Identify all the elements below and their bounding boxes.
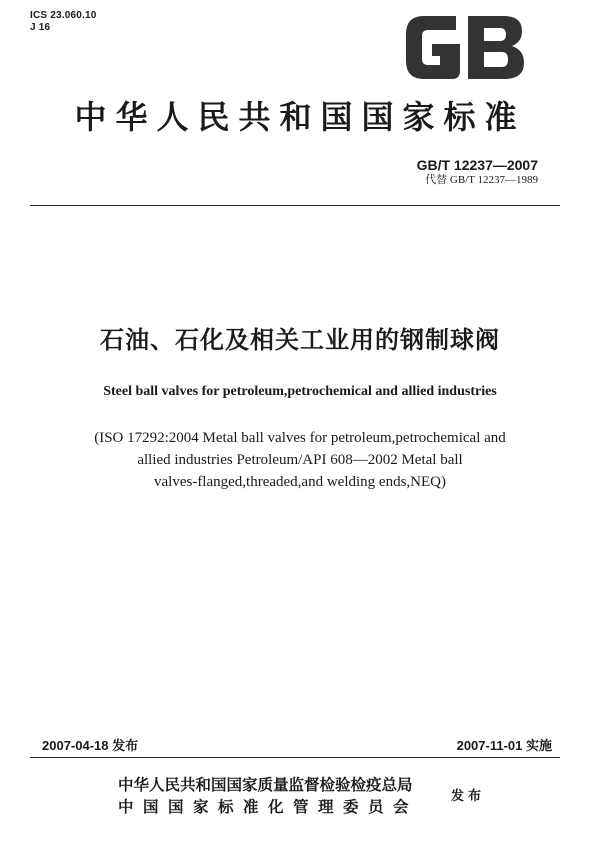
publish-date: 2007-04-18 发布	[42, 738, 139, 753]
reference-line: valves-flanged,threaded,and welding ends,NEQ)	[154, 474, 446, 490]
issuer-aqsiq: 中华人民共和国国家质量监督检验检疫总局	[118, 776, 413, 794]
reference-line: (ISO 17292:2004 Metal ball valves for petroleum,petrochemical and	[94, 430, 506, 446]
ccs-code: J 16	[30, 22, 51, 33]
english-title: Steel ball valves for petroleum,petrochemical and allied industries	[103, 384, 497, 399]
standard-number: GB/T 12237—2007	[416, 157, 538, 173]
footer-divider	[30, 757, 560, 758]
reference-standards	[70, 427, 530, 493]
ics-code: ICS 23.060.10	[30, 10, 97, 21]
issuing-authorities	[118, 774, 418, 818]
header-divider	[30, 205, 560, 206]
national-standard-title: 中华人民共和国国家标准	[74, 98, 526, 136]
gb-logo	[398, 10, 528, 85]
classification-codes	[30, 10, 97, 34]
implementation-date: 2007-11-01 实施	[456, 738, 552, 753]
issue-label: 发布	[451, 789, 486, 804]
issuer-sac: 中国国家标准化管理委员会	[118, 798, 419, 816]
gb-logo-graphic	[398, 10, 528, 85]
replaced-standard: 代替 GB/T 12237—1989	[425, 174, 538, 186]
chinese-title: 石油、石化及相关工业用的钢制球阀	[100, 326, 500, 354]
reference-line: allied industries Petroleum/API 608—2002 Metal ball	[137, 452, 463, 468]
